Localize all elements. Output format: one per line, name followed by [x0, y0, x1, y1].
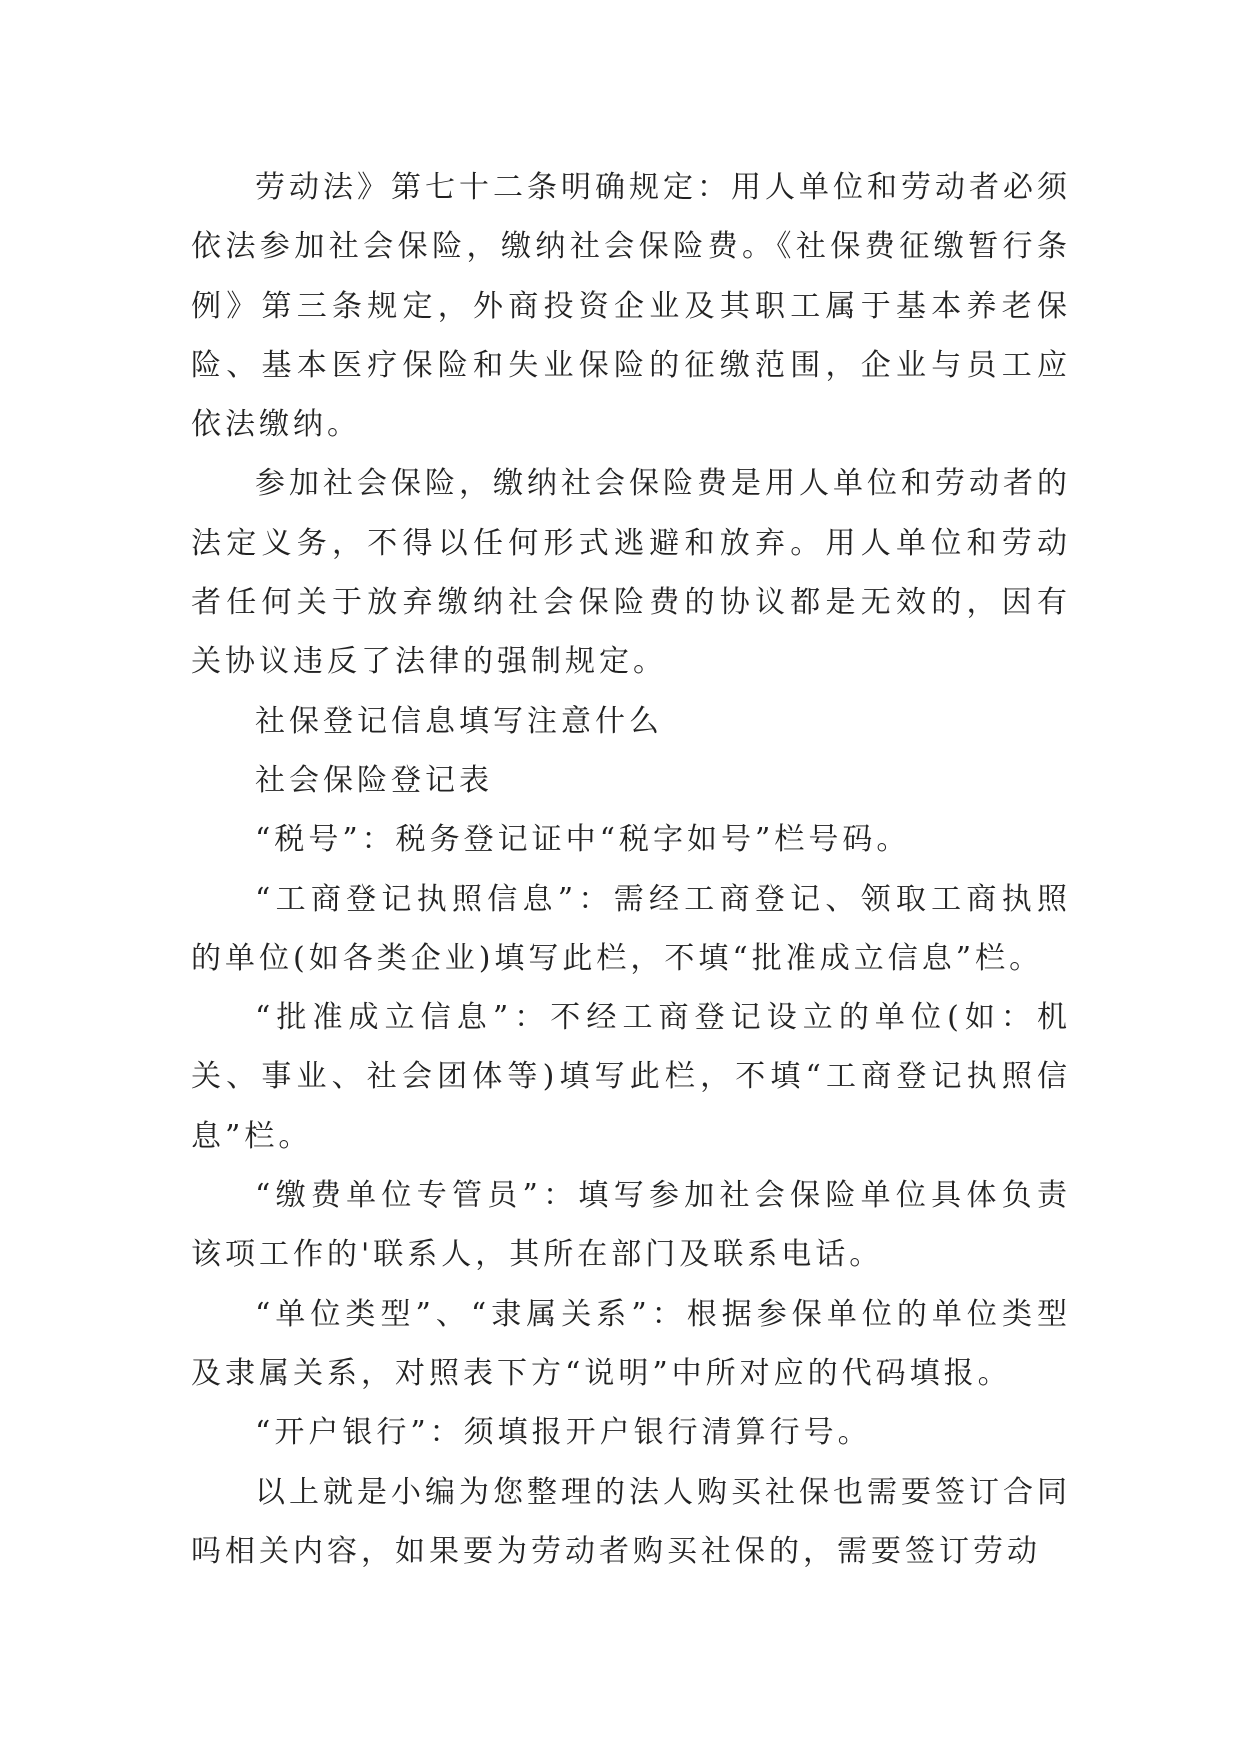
- paragraph-heading-form: 社会保险登记表: [255, 762, 493, 798]
- paragraph-labor-law: 劳动法》第七十二条明确规定：用人单位和劳动者必须依法参加社会保险，缴纳社会保险费。《社保费征缴暂行条例》第三条规定，外商投资企业及其职工属于基本养老保险、基本医疗保险和失业保险的征缴范围，企业与员工应依法缴纳。: [191, 170, 1071, 443]
- paragraph-business-license: “工商登记执照信息”：需经工商登记、领取工商执照的单位(如各类企业)填写此栏，不填“批准成立信息”栏。: [191, 881, 1071, 976]
- paragraph-heading-registration: 社保登记信息填写注意什么: [255, 703, 663, 739]
- document-body: [191, 158, 1071, 1581]
- paragraph-tax-number: “税号”：税务登记证中“税字如号”栏号码。: [255, 822, 911, 858]
- paragraph-contact-person: “缴费单位专管员”：填写参加社会保险单位具体负责该项工作的'联系人，其所在部门及联系电话。: [191, 1178, 1071, 1273]
- paragraph-unit-type: “单位类型”、“隶属关系”：根据参保单位的单位类型及隶属关系，对照表下方“说明”中所对应的代码填报。: [191, 1296, 1071, 1391]
- paragraph-summary: 以上就是小编为您整理的法人购买社保也需要签订合同吗相关内容，如果要为劳动者购买社保的，需要签订劳动: [191, 1474, 1071, 1569]
- paragraph-approval-info: “批准成立信息”：不经工商登记设立的单位(如：机关、事业、社会团体等)填写此栏，不填“工商登记执照信息”栏。: [191, 1000, 1071, 1154]
- paragraph-bank: “开户银行”：须填报开户银行清算行号。: [255, 1415, 872, 1451]
- paragraph-legal-obligation: 参加社会保险，缴纳社会保险费是用人单位和劳动者的法定义务，不得以任何形式逃避和放弃。用人单位和劳动者任何关于放弃缴纳社会保险费的协议都是无效的，因有关协议违反了法律的强制规定。: [191, 466, 1071, 680]
